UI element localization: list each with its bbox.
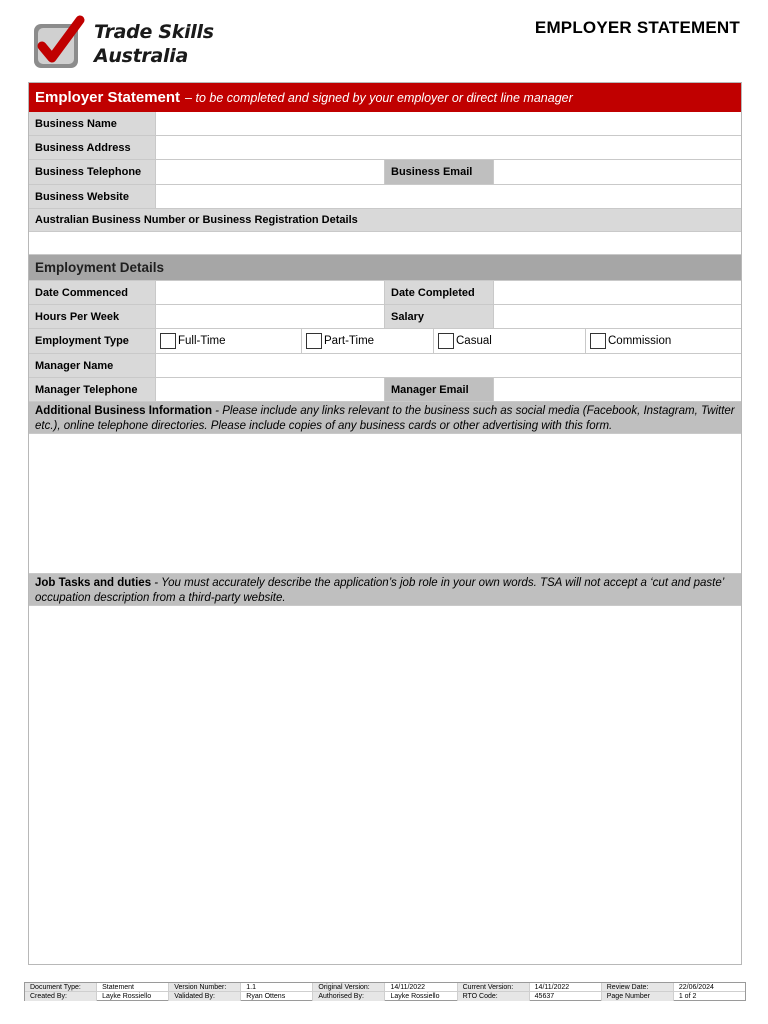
- footer-cell: Statement: [97, 983, 169, 991]
- abn-field[interactable]: [29, 232, 741, 254]
- abn-label-row: [29, 209, 741, 232]
- salary-label: Salary: [385, 305, 494, 328]
- footer-cell: Original Version:: [313, 983, 385, 991]
- job-tasks-header: [29, 574, 741, 606]
- manager-email-field[interactable]: [494, 378, 741, 401]
- business-email-label: Business Email: [385, 160, 494, 184]
- logo-text-line1: Trade Skills: [94, 21, 214, 43]
- logo-text-line2: Australia: [94, 45, 188, 67]
- business-telephone-field[interactable]: [156, 160, 385, 184]
- dates-row: [29, 281, 741, 305]
- additional-info-field[interactable]: [29, 434, 741, 573]
- full-time-checkbox[interactable]: [160, 333, 176, 349]
- footer-cell: 1 of 2: [678, 993, 697, 1000]
- document-control-footer: [24, 982, 746, 1001]
- section-subtitle: – to be completed and signed by your employer or direct line manager: [185, 90, 573, 105]
- employment-details-header: Employment Details: [29, 255, 741, 281]
- business-website-row: [29, 185, 741, 209]
- document-title: EMPLOYER STATEMENT: [534, 18, 740, 37]
- manager-email-label: Manager Email: [385, 378, 494, 401]
- job-tasks-field[interactable]: [29, 606, 741, 964]
- casual-label: Casual: [456, 335, 492, 347]
- employment-type-row: [29, 329, 741, 354]
- business-telephone-row: [29, 160, 741, 185]
- footer-cell: Document Type:: [25, 983, 97, 991]
- manager-name-row: [29, 354, 741, 378]
- casual-checkbox[interactable]: [438, 333, 454, 349]
- company-logo: [28, 14, 218, 78]
- footer-cell: Layke Rossiello: [385, 992, 457, 1001]
- business-name-field[interactable]: [156, 112, 741, 135]
- job-tasks-label: Job Tasks and duties: [35, 577, 152, 589]
- manager-telephone-field[interactable]: [156, 378, 385, 401]
- footer-cell: Validated By:: [169, 992, 241, 1001]
- job-tasks-instructions: - You must accurately describe the application’s job role in your own words. TSA will not accept a ‘cut and paste’ occupation description from a third-party website.: [35, 577, 724, 604]
- additional-info-instructions: - Please include any links relevant to the business such as social media (Facebook, Instagram, Twitter etc.), online telephone directories. Please include copies of any business cards or other advertising with this form.: [35, 405, 735, 432]
- footer-cell: 1.1: [241, 983, 313, 991]
- date-commenced-field[interactable]: [156, 281, 385, 304]
- hours-per-week-field[interactable]: [156, 305, 385, 328]
- employer-statement-header: [29, 83, 741, 112]
- footer-cell: RTO Code:: [458, 992, 530, 1001]
- business-address-row: [29, 136, 741, 160]
- section-title: Employer Statement: [35, 89, 181, 106]
- job-tasks-textarea-row: [29, 606, 741, 964]
- hours-per-week-label: Hours Per Week: [29, 305, 156, 328]
- footer-row-1: [25, 983, 745, 992]
- footer-cell: Page Number: [602, 992, 674, 1001]
- footer-cell: Version Number:: [169, 983, 241, 991]
- full-time-label: Full-Time: [178, 335, 226, 347]
- date-commenced-label: Date Commenced: [29, 281, 156, 304]
- footer-cell: 14/11/2022: [385, 983, 457, 991]
- date-completed-label: Date Completed: [385, 281, 494, 304]
- footer-cell: Current Version:: [458, 983, 530, 991]
- manager-name-label: Manager Name: [29, 354, 156, 377]
- date-completed-field[interactable]: [494, 281, 741, 304]
- full-time-option[interactable]: [156, 329, 302, 353]
- business-address-field[interactable]: [156, 136, 741, 159]
- part-time-label: Part-Time: [324, 335, 375, 347]
- business-telephone-label: Business Telephone: [29, 160, 156, 184]
- footer-cell: Review Date:: [602, 983, 674, 991]
- additional-info-textarea-row: [29, 434, 741, 574]
- employment-type-label: Employment Type: [29, 329, 156, 353]
- footer-cell: Created By:: [25, 992, 97, 1001]
- commission-label: Commission: [608, 335, 672, 347]
- business-email-field[interactable]: [494, 160, 741, 184]
- business-website-label: Business Website: [29, 185, 156, 208]
- hours-salary-row: [29, 305, 741, 329]
- footer-cell: Ryan Ottens: [241, 992, 313, 1001]
- commission-checkbox[interactable]: [590, 333, 606, 349]
- business-address-label: Business Address: [29, 136, 156, 159]
- manager-telephone-row: [29, 378, 741, 402]
- business-name-row: [29, 112, 741, 136]
- part-time-checkbox[interactable]: [306, 333, 322, 349]
- abn-label: Australian Business Number or Business Registration Details: [29, 209, 741, 231]
- abn-field-row: [29, 232, 741, 255]
- commission-option[interactable]: [586, 329, 741, 353]
- additional-info-header: [29, 402, 741, 434]
- additional-info-label: Additional Business Information: [35, 405, 212, 417]
- footer-row-2: [25, 992, 745, 1001]
- business-name-label: Business Name: [29, 112, 156, 135]
- part-time-option[interactable]: [302, 329, 434, 353]
- footer-cell: 22/06/2024: [678, 984, 714, 991]
- business-website-field[interactable]: [156, 185, 741, 208]
- footer-cell: 14/11/2022: [530, 983, 602, 991]
- manager-telephone-label: Manager Telephone: [29, 378, 156, 401]
- employer-statement-form: [28, 82, 742, 965]
- footer-cell: Layke Rossiello: [97, 992, 169, 1001]
- footer-cell: Authorised By:: [313, 992, 385, 1001]
- casual-option[interactable]: [434, 329, 586, 353]
- footer-cell: 45637: [530, 992, 602, 1001]
- manager-name-field[interactable]: [156, 354, 741, 377]
- salary-field[interactable]: [494, 305, 741, 328]
